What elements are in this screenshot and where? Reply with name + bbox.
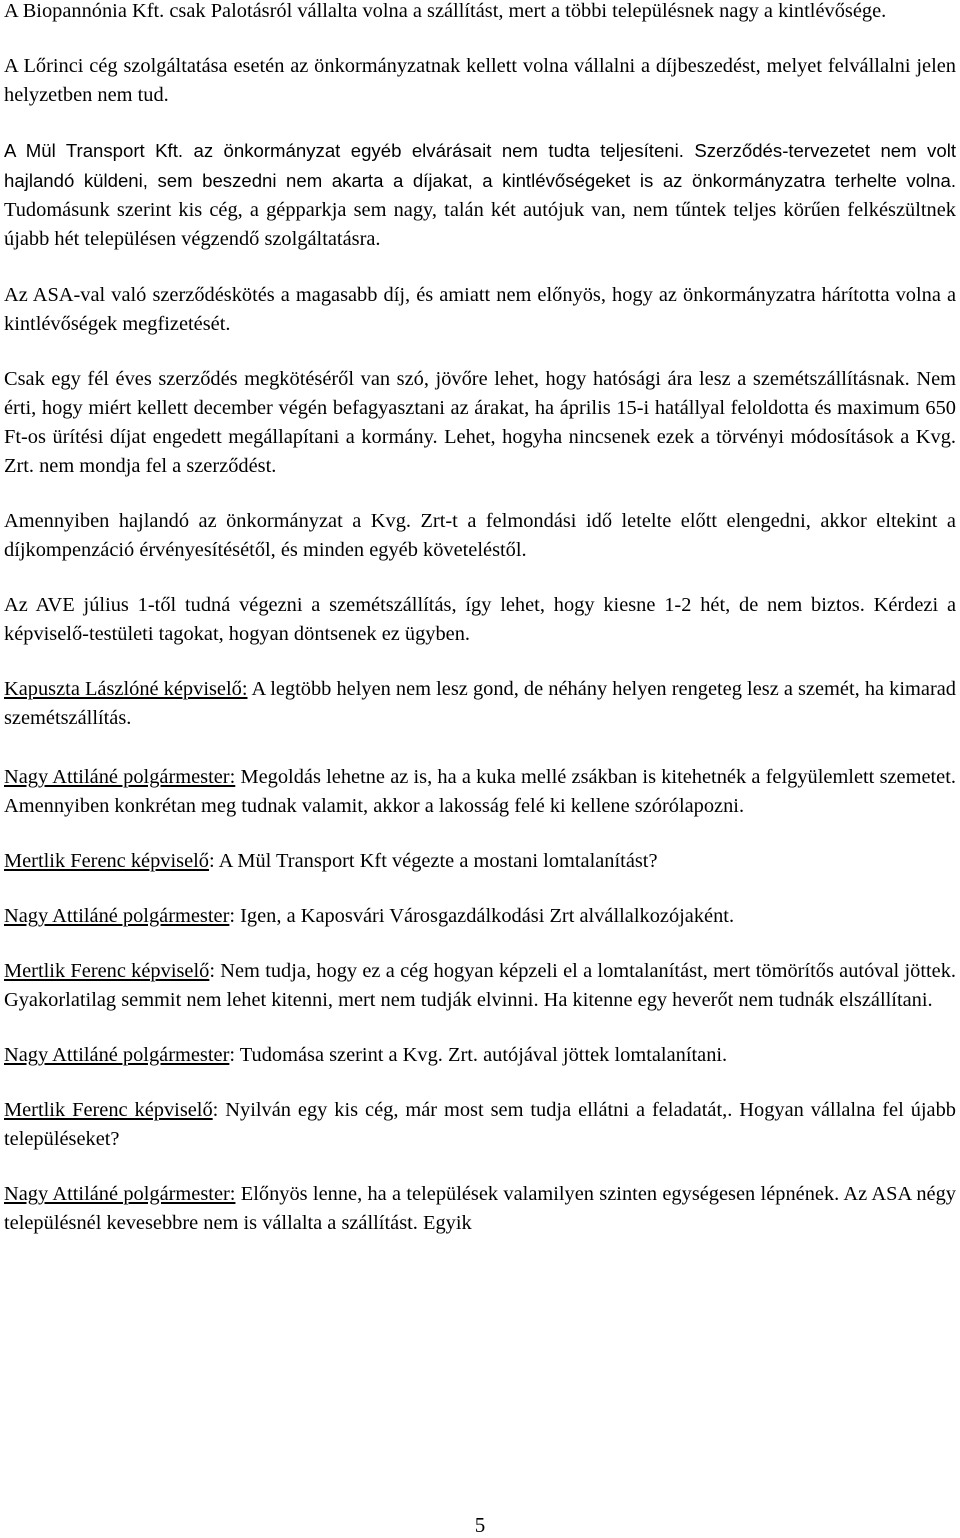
paragraph: A Lőrinci cég szolgáltatása esetén az önkormányzatnak kellett volna vállalni a díjbeszedést, melyet felvállalni jelen helyzetben nem tud. [4, 55, 956, 106]
paragraph-serif-run: Tudomásunk szerint kis cég, a gépparkja sem nagy, talán két autójuk van, nem tűntek teljes körűen felkészültnek újabb hét településen végzendő szolgáltatásra. [4, 199, 956, 250]
speaker-name: Kapuszta Lászlóné képviselő: [4, 678, 248, 700]
statement-text: A legtöbb helyen nem lesz gond, de néhány helyen rengeteg lesz a szemét, ha kimarad szemétszállítás. [4, 678, 956, 729]
statement-text: : Tudomása szerint a Kvg. Zrt. autójával jöttek lomtalanítani. [229, 1044, 728, 1066]
statement-text: : Igen, a Kaposvári Városgazdálkodási Zrt alvállalkozójaként. [229, 905, 735, 927]
paragraph: Az ASA-val való szerződéskötés a magasabb díj, és amiatt nem előnyös, hogy az önkormányzatra hárította volna a kintlévőségek megfizetését. [4, 284, 956, 335]
paragraph-sans-run: A Mül Transport Kft. az önkormányzat egyéb elvárásait nem tudta teljesíteni. Szerződés-tervezetet nem volt hajlandó küldeni, sem beszedni nem akarta a díjakat, a kintlévőségeket is az önkormányzatra terhelte volna. [4, 140, 956, 191]
statement [4, 847, 956, 876]
speaker-name: Nagy Attiláné polgármester [4, 1044, 230, 1066]
statement [4, 763, 956, 821]
paragraph: Amennyiben hajlandó az önkormányzat a Kvg. Zrt-t a felmondási idő letelte előtt elengedni, akkor eltekint a díjkompenzáció érvényesítésétől, és minden egyéb követeléstől. [4, 510, 956, 561]
statement [4, 1041, 956, 1070]
page-number: 5 [474, 1513, 486, 1537]
statement-text: Megoldás lehetne az is, ha a kuka mellé zsákban is kitehetnék a felgyülemlett szemetet. Amennyiben konkrétan meg tudnak valamit, akkor a lakosság felé ki kellene szórólapozni. [4, 766, 956, 817]
speaker-name: Mertlik Ferenc képviselő [4, 850, 209, 872]
statement [4, 675, 956, 733]
paragraph [4, 136, 956, 254]
speaker-name: Nagy Attiláné polgármester: [4, 766, 236, 788]
statement-text: : Nem tudja, hogy ez a cég hogyan képzeli el a lomtalanítást, mert tömörítős autóval jöttek. Gyakorlatilag semmit nem lehet kitenni, mert nem tudják elvinni. Ha kitenne egy heverőt nem tudnák elszállítani. [4, 960, 957, 1011]
statement [4, 957, 956, 1015]
paragraph: Az AVE július 1-től tudná végezni a szemétszállítás, így lehet, hogy kiesne 1-2 hét, de nem biztos. Kérdezi a képviselő-testületi tagokat, hogyan döntsenek ez ügyben. [4, 594, 956, 645]
speaker-name: Mertlik Ferenc képviselő [4, 1099, 213, 1121]
statement [4, 902, 956, 931]
statement-text: : A Mül Transport Kft végezte a mostani lomtalanítást? [208, 850, 658, 872]
speaker-name: Nagy Attiláné polgármester [4, 905, 230, 927]
paragraph: Csak egy fél éves szerződés megkötéséről van szó, jövőre lehet, hogy hatósági ára lesz a szemétszállításnak. Nem érti, hogy miért kellett december végén befagyasztani az árakat, ha április 15-i hatállyal feloldotta és maximum 650 Ft-os ürítési díjat engedett megállapítani a kormány. Lehet, hogyha nincsenek ezek a törvényi módosítások a Kvg. Zrt. nem mondja fel a szerződést. [4, 368, 956, 477]
paragraph: A Biopannónia Kft. csak Palotásról vállalta volna a szállítást, mert a többi településnek nagy a kintlévősége. [4, 0, 887, 22]
speaker-name: Nagy Attiláné polgármester: [4, 1183, 236, 1205]
statement [4, 1180, 956, 1238]
speaker-name: Mertlik Ferenc képviselő [4, 960, 210, 982]
document-page [4, 0, 956, 1238]
statement-text: : Nyilván egy kis cég, már most sem tudja ellátni a feladatát,. Hogyan vállalna fel újabb településeket? [4, 1099, 957, 1150]
statement [4, 1096, 956, 1154]
statement-text: Előnyös lenne, ha a települések valamilyen szinten egységesen lépnének. Az ASA négy településnél kevesebbre nem is vállalta a szállítást. Egyik [4, 1183, 956, 1234]
